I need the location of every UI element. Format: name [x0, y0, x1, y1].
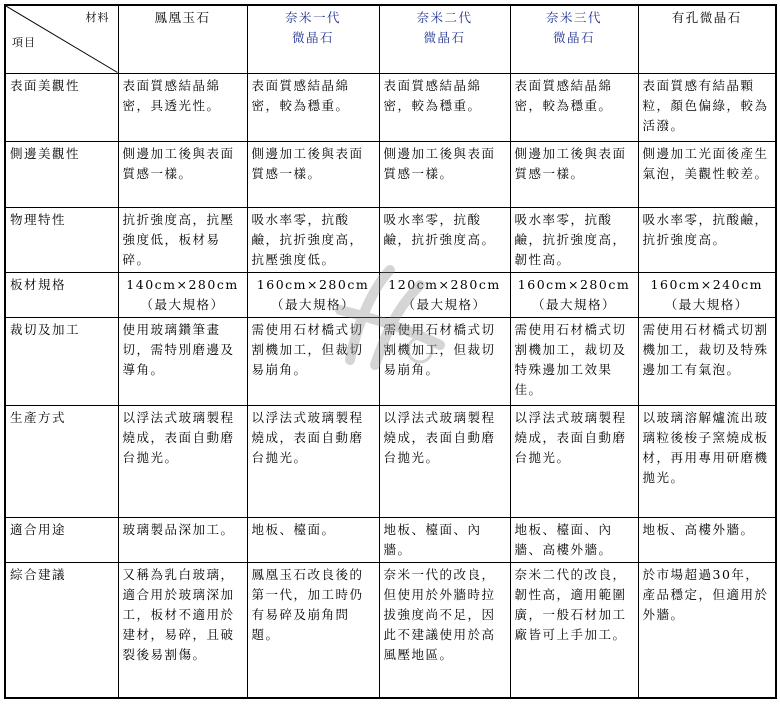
- table-cell: 使用玻璃鑽筆畫切，需特別磨邊及導角。: [118, 317, 247, 405]
- table-cell: 表面質感有結晶顆粒，顏色偏綠，較為活潑。: [638, 73, 776, 141]
- row-header: 板材規格: [5, 272, 118, 317]
- table-cell: 抗折強度高，抗壓強度低，板材易碎。: [118, 207, 247, 272]
- size-cell: [118, 272, 247, 317]
- material-subname: 微晶石: [552, 30, 595, 45]
- table-cell: 以浮法式玻璃製程燒成，表面自動磨台拋光。: [379, 405, 510, 517]
- table-row: [5, 207, 776, 272]
- size-note: （最大規格）: [531, 296, 616, 312]
- material-name: 鳳凰玉石: [154, 10, 211, 25]
- row-header: 適合用途: [5, 517, 118, 562]
- table-cell: 需使用石材橋式切割機加工，但裁切易崩角。: [247, 317, 379, 405]
- table-row: [5, 562, 776, 698]
- size-value: 140cm×280cm: [126, 276, 239, 292]
- table-row: [5, 141, 776, 207]
- size-cell: [638, 272, 776, 317]
- size-cell: [379, 272, 510, 317]
- material-header-phoenix-jade: [118, 5, 247, 73]
- size-cell: [510, 272, 638, 317]
- corner-material-label: 材料: [85, 11, 110, 24]
- size-note: （最大規格）: [270, 296, 355, 312]
- table-row: [5, 317, 776, 405]
- table-cell: 吸水率零，抗酸鹼，抗折強度高，韌性高。: [510, 207, 638, 272]
- table-cell: 奈米二代的改良，韌性高，適用範圍廣，一般石材加工廠皆可上手加工。: [510, 562, 638, 698]
- row-header: 側邊美觀性: [5, 141, 118, 207]
- material-header-nano-gen2: [379, 5, 510, 73]
- header-row: [5, 5, 776, 73]
- material-subname: 微晶石: [291, 30, 334, 45]
- corner-item-label: 項目: [12, 35, 36, 49]
- table-cell: 側邊加工光面後產生氣泡，美觀性較差。: [638, 141, 776, 207]
- table-cell: 需使用石材橋式切割機加工，裁切及特殊邊加工效果佳。: [510, 317, 638, 405]
- material-name: 奈米二代: [416, 10, 473, 25]
- table-cell: 表面質感結晶綿密，較為穩重。: [510, 73, 638, 141]
- table-cell: 地板、檯面、內牆。: [379, 517, 510, 562]
- table-cell: 吸水率零，抗酸鹼，抗折強度高，抗壓強度低。: [247, 207, 379, 272]
- table-cell: 側邊加工後與表面質感一樣。: [247, 141, 379, 207]
- material-name: 奈米一代: [284, 10, 341, 25]
- table-cell: 以浮法式玻璃製程燒成，表面自動磨台拋光。: [247, 405, 379, 517]
- row-header: 表面美觀性: [5, 73, 118, 141]
- material-header-porous: [638, 5, 776, 73]
- table-cell: 表面質感結晶綿密，具透光性。: [118, 73, 247, 141]
- corner-header-cell: [5, 5, 118, 73]
- table-cell: 側邊加工後與表面質感一樣。: [379, 141, 510, 207]
- table-cell: 吸水率零，抗酸鹼，抗折強度高。: [379, 207, 510, 272]
- size-note: （最大規格）: [664, 296, 749, 312]
- table-cell: 於市場超過30年，產品穩定，但適用於外牆。: [638, 562, 776, 698]
- table-cell: 鳳凰玉石改良後的第一代，加工時仍有易碎及崩角問題。: [247, 562, 379, 698]
- table-cell: 地板、高樓外牆。: [638, 517, 776, 562]
- table-cell: 地板、檯面、內牆、高樓外牆。: [510, 517, 638, 562]
- table-cell: 表面質感結晶綿密，較為穩重。: [247, 73, 379, 141]
- table-row: [5, 405, 776, 517]
- size-value: 160cm×240cm: [650, 276, 763, 292]
- size-value: 120cm×280cm: [388, 276, 501, 292]
- table-cell: 吸水率零，抗酸鹼，抗折強度高。: [638, 207, 776, 272]
- material-name: 有孔微晶石: [671, 10, 742, 25]
- table-cell: 奈米一代的改良，但使用於外牆時拉拔強度尚不足，因此不建議使用於高風壓地區。: [379, 562, 510, 698]
- table-cell: 需使用石材橋式切割機加工，但裁切易崩角。: [379, 317, 510, 405]
- table-row: [5, 272, 776, 317]
- material-name: 奈米三代: [545, 10, 602, 25]
- table-cell: 以浮法式玻璃製程燒成，表面自動磨台拋光。: [510, 405, 638, 517]
- table-cell: 以玻璃溶解爐流出玻璃粒後梭子窯燒成板材，再用專用研磨機拋光。: [638, 405, 776, 517]
- table-cell: 又稱為乳白玻璃，適合用於玻璃深加工，板材不適用於建材，易碎，且破裂後易割傷。: [118, 562, 247, 698]
- material-comparison-table: [4, 4, 777, 699]
- row-header: 綜合建議: [5, 562, 118, 698]
- table-row: [5, 517, 776, 562]
- size-cell: [247, 272, 379, 317]
- table-cell: 玻璃製品深加工。: [118, 517, 247, 562]
- table-cell: 地板、檯面。: [247, 517, 379, 562]
- size-note: （最大規格）: [402, 296, 487, 312]
- row-header: 裁切及加工: [5, 317, 118, 405]
- material-subname: 微晶石: [423, 30, 466, 45]
- material-header-nano-gen3: [510, 5, 638, 73]
- table-cell: 需使用石材橋式切割機加工，裁切及特殊邊加工有氣泡。: [638, 317, 776, 405]
- material-header-nano-gen1: [247, 5, 379, 73]
- table-cell: 以浮法式玻璃製程燒成，表面自動磨台拋光。: [118, 405, 247, 517]
- size-value: 160cm×280cm: [256, 276, 370, 292]
- size-value: 160cm×280cm: [517, 276, 631, 292]
- table-cell: 側邊加工後與表面質感一樣。: [118, 141, 247, 207]
- table-row: [5, 73, 776, 141]
- row-header: 生產方式: [5, 405, 118, 517]
- table-cell: 表面質感結晶綿密，較為穩重。: [379, 73, 510, 141]
- row-header: 物理特性: [5, 207, 118, 272]
- size-note: （最大規格）: [140, 296, 225, 312]
- table-cell: 側邊加工後與表面質感一樣。: [510, 141, 638, 207]
